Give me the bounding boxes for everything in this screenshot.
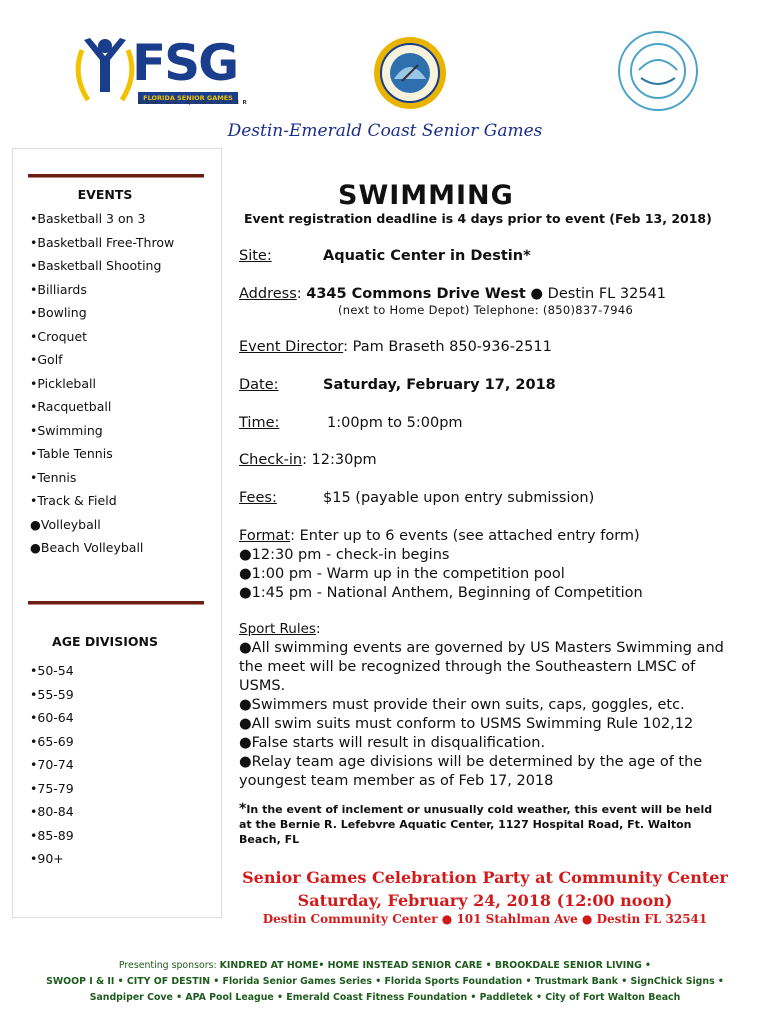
checkin-label: Check-in — [239, 452, 303, 468]
address-city: ● Destin FL 32541 — [525, 286, 666, 302]
format-intro: : Enter up to 6 events (see attached entry form) — [290, 528, 640, 544]
list-item: •55-59 — [30, 686, 74, 702]
address-street: 4345 Commons Drive West — [306, 286, 526, 302]
list-item: ●All swim suits must conform to USMS Swimming Rule 102,12 — [239, 716, 694, 732]
list-item: •90+ — [30, 851, 64, 866]
page-subtitle: Destin-Emerald Coast Senior Games — [227, 121, 543, 141]
events-list — [30, 210, 174, 563]
list-item: ●Relay team age divisions will be determined by the age of the youngest team member as of Feb 17, 2018 — [239, 754, 703, 789]
sidebar-divider-middle — [28, 601, 204, 605]
list-item: ●All swimming events are governed by US Masters Swimming and the meet will be recognized through the Southeastern LMSC of USMS. — [239, 640, 724, 694]
registration-deadline: Event registration deadline is 4 days prior to event (Feb 13, 2018) — [244, 211, 712, 226]
sponsors-line-1: KINDRED AT HOME• HOME INSTEAD SENIOR CARE • BROOKDALE SENIOR LIVING • — [219, 960, 652, 971]
list-item: •Croquet — [30, 328, 88, 344]
date-row — [239, 377, 556, 393]
sport-rules-label: Sport Rules — [239, 621, 316, 637]
party-location: Destin Community Center ● 101 Stahlman Ave ● Destin FL 32541 — [262, 912, 708, 926]
time-row — [239, 415, 463, 431]
list-item: •85-89 — [30, 827, 74, 843]
sport-rules-colon: : — [315, 621, 321, 637]
address-note: (next to Home Depot) Telephone: (850)837-7946 — [338, 303, 634, 317]
list-item: •Swimming — [30, 422, 103, 438]
sponsors-lead: Presenting sponsors: — [118, 960, 220, 971]
list-item: •Pickleball — [30, 375, 96, 391]
list-item: •Basketball Free-Throw — [30, 234, 175, 250]
list-item: ●False starts will result in disqualification. — [239, 735, 546, 751]
list-item: •Track & Field — [30, 493, 117, 508]
age-divisions-heading: AGE DIVISIONS — [52, 634, 158, 649]
address-colon: : — [296, 286, 302, 302]
age-divisions-list — [30, 662, 74, 874]
list-item: ●1:45 pm - National Anthem, Beginning of Competition — [239, 585, 643, 601]
list-item: •75-79 — [30, 780, 74, 796]
note-asterisk: * — [239, 801, 247, 817]
director-label: Event Director — [239, 339, 344, 355]
list-item: •Basketball 3 on 3 — [30, 211, 146, 226]
note-text: In the event of inclement or unusually cold weather, this event will be held at the Bernie R. Lefebvre Aquatic Center, 1127 Hospital Road, Ft. Walton Beach, FL — [239, 803, 713, 846]
sponsors-footer — [40, 958, 730, 1006]
fsg-logo-bar: FLORIDA SENIOR GAMES — [138, 92, 238, 104]
time-value: 1:00pm to 5:00pm — [327, 415, 463, 431]
events-heading: EVENTS — [77, 187, 133, 202]
list-item: ●1:00 pm - Warm up in the competition pool — [239, 566, 565, 582]
fsg-logo-sub: SERIES QUALIFIER — [138, 100, 251, 106]
list-item: •80-84 — [30, 804, 74, 819]
date-label: Date: — [239, 377, 279, 393]
sidebar-divider-top — [28, 174, 204, 178]
fsg-logo-text: FSG — [132, 34, 238, 92]
site-value: Aquatic Center in Destin* — [323, 248, 531, 264]
list-item: ●12:30 pm - check-in begins — [239, 547, 450, 563]
list-item: •60-64 — [30, 710, 74, 725]
director-value: : Pam Braseth 850-936-2511 — [343, 339, 552, 355]
list-item: ●Swimmers must provide their own suits, caps, goggles, etc. — [239, 697, 685, 713]
ecff-seal-logo — [617, 30, 699, 112]
list-item: •Table Tennis — [30, 446, 113, 461]
list-item: •Golf — [30, 352, 63, 367]
party-date: Saturday, February 24, 2018 (12:00 noon) — [297, 891, 673, 910]
list-item: •Bowling — [30, 305, 87, 320]
weather-note — [239, 802, 719, 847]
address-label: Address — [239, 286, 297, 302]
time-label: Time: — [239, 415, 280, 431]
page-title: SWIMMING — [338, 180, 514, 211]
list-item: ●Volleyball — [30, 516, 101, 532]
fees-label: Fees: — [239, 490, 277, 506]
list-item: ●Beach Volleyball — [30, 540, 144, 555]
sport-rules-section — [239, 620, 729, 791]
date-value: Saturday, February 17, 2018 — [323, 377, 556, 393]
fees-value: $15 (payable upon entry submission) — [323, 490, 595, 506]
checkin-row — [239, 452, 377, 468]
format-label: Format — [239, 528, 291, 544]
list-item: •70-74 — [30, 757, 74, 772]
sponsors-line-3: Sandpiper Cove • APA Pool League • Emerald Coast Fitness Foundation • Paddletek • City of Fort Walton Beach — [89, 992, 681, 1003]
fsg-logo — [70, 30, 251, 110]
destin-seal-logo — [372, 35, 448, 111]
site-row — [239, 248, 531, 264]
list-item: •65-69 — [30, 733, 74, 749]
list-item: •Billiards — [30, 281, 87, 297]
site-label: Site: — [239, 248, 272, 264]
list-item: •Basketball Shooting — [30, 258, 162, 273]
laurel-figure-icon — [70, 30, 140, 110]
list-item: •Racquetball — [30, 399, 112, 414]
format-section — [239, 527, 729, 603]
list-item: •50-54 — [30, 663, 74, 678]
director-row — [239, 339, 552, 355]
fees-row — [239, 490, 595, 506]
party-title: Senior Games Celebration Party at Community Center — [242, 868, 728, 887]
checkin-value: : 12:30pm — [302, 452, 377, 468]
list-item: •Tennis — [30, 469, 77, 485]
sponsors-line-2: SWOOP I & II • CITY OF DESTIN • Florida Senior Games Series • Florida Sports Foundation • Trustmark Bank • SignChick Signs • — [46, 976, 724, 987]
address-row — [239, 286, 666, 302]
